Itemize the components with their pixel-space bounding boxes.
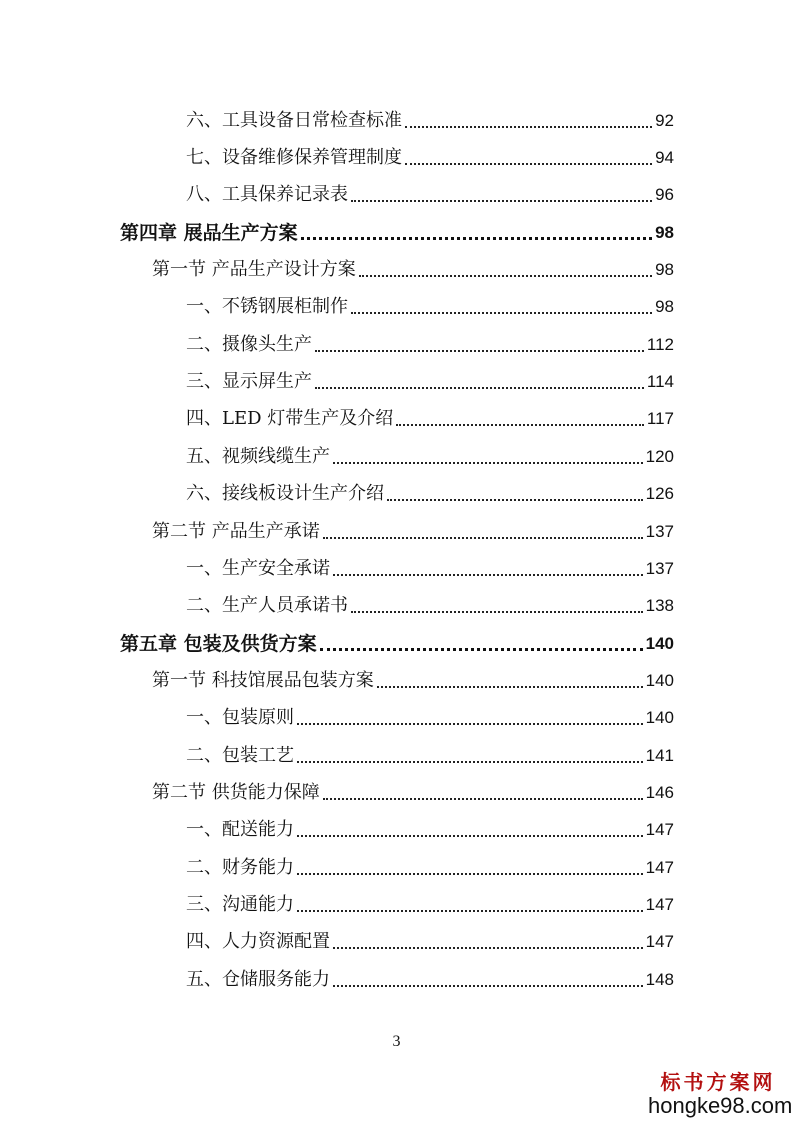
toc-entry-page: 146 — [645, 783, 674, 802]
toc-entry-label: 一、不锈钢展柜制作 — [186, 296, 348, 317]
toc-entry-page: 147 — [645, 820, 674, 839]
toc-entry-page: 137 — [645, 522, 674, 541]
dot-leader — [351, 200, 652, 202]
toc-entry-label: 第二节 产品生产承诺 — [152, 521, 320, 542]
toc-entry-page: 94 — [655, 148, 674, 167]
toc-entry-label: 四、LED 灯带生产及介绍 — [186, 408, 394, 429]
toc-entry-page: 140 — [645, 708, 674, 727]
toc-entry[interactable] — [186, 402, 674, 430]
toc-section-entry[interactable] — [152, 776, 674, 804]
toc-entry-label: 六、工具设备日常检查标准 — [186, 110, 402, 131]
dot-leader — [297, 723, 643, 725]
dot-leader — [333, 462, 643, 464]
dot-leader — [297, 835, 643, 837]
toc-entry-label: 第二节 供货能力保障 — [152, 782, 320, 803]
toc-entry-label: 四、人力资源配置 — [186, 931, 330, 952]
toc-entry-label: 一、配送能力 — [186, 819, 294, 840]
dot-leader — [323, 537, 643, 539]
toc-entry-page: 148 — [645, 970, 674, 989]
toc-entry-page: 141 — [645, 746, 674, 765]
toc-entry-label: 二、摄像头生产 — [186, 334, 312, 355]
toc-entry[interactable] — [186, 290, 674, 318]
toc-entry-page: 140 — [645, 671, 674, 690]
toc-entry[interactable] — [186, 440, 674, 468]
toc-entry-label: 第四章 展品生产方案 — [120, 222, 298, 244]
dot-leader — [405, 163, 652, 165]
toc-entry[interactable] — [186, 178, 674, 206]
dot-leader — [297, 873, 643, 875]
toc-entry-label: 二、生产人员承诺书 — [186, 595, 348, 616]
toc-entry-label: 六、接线板设计生产介绍 — [186, 483, 384, 504]
toc-entry-label: 二、包装工艺 — [186, 745, 294, 766]
toc-entry-label: 五、仓储服务能力 — [186, 969, 330, 990]
toc-entry[interactable] — [186, 552, 674, 580]
toc-entry-page: 147 — [645, 858, 674, 877]
dot-leader — [405, 126, 652, 128]
toc-entry-page: 92 — [655, 111, 674, 130]
toc-entry[interactable] — [186, 701, 674, 729]
toc-entry-label: 三、沟通能力 — [186, 894, 294, 915]
dot-leader — [301, 237, 652, 240]
toc-entry[interactable] — [186, 739, 674, 767]
toc-entry-label: 八、工具保养记录表 — [186, 184, 348, 205]
toc-entry[interactable] — [186, 589, 674, 617]
toc-entry-page: 120 — [645, 447, 674, 466]
dot-leader — [359, 275, 652, 277]
page-number: 3 — [392, 1033, 401, 1050]
dot-leader — [333, 947, 643, 949]
toc-entry[interactable] — [186, 813, 674, 841]
toc-entry-page: 126 — [645, 484, 674, 503]
toc-section-entry[interactable] — [152, 515, 674, 543]
dot-leader — [297, 761, 643, 763]
watermark — [648, 1066, 793, 1119]
dot-leader — [351, 611, 643, 613]
toc-entry[interactable] — [186, 925, 674, 953]
toc-entry-label: 第一节 产品生产设计方案 — [152, 259, 356, 280]
toc-entry-label: 三、显示屏生产 — [186, 371, 312, 392]
toc-entry-label: 一、生产安全承诺 — [186, 558, 330, 579]
toc-entry-page: 147 — [645, 932, 674, 951]
toc-entry-page: 98 — [655, 297, 674, 316]
dot-leader — [323, 798, 643, 800]
dot-leader — [315, 350, 644, 352]
watermark-title: 标书方案网 — [660, 1070, 776, 1094]
toc-entry-page: 137 — [645, 559, 674, 578]
toc-section-entry[interactable] — [152, 664, 674, 692]
toc-entry-label: 七、设备维修保养管理制度 — [186, 147, 402, 168]
dot-leader — [396, 424, 644, 426]
watermark-url: hongke98.com — [648, 1093, 793, 1118]
toc-entry[interactable] — [186, 888, 674, 916]
toc-chapter-entry[interactable] — [120, 627, 674, 655]
dot-leader — [333, 574, 643, 576]
toc-entry[interactable] — [186, 851, 674, 879]
toc-entry-label: 五、视频线缆生产 — [186, 446, 330, 467]
toc-entry-page: 98 — [655, 223, 674, 242]
toc-entry[interactable] — [186, 963, 674, 991]
dot-leader — [387, 499, 643, 501]
toc-entry-page: 96 — [655, 185, 674, 204]
toc-entry-page: 98 — [655, 260, 674, 279]
toc-entry-label: 一、包装原则 — [186, 707, 294, 728]
dot-leader — [297, 910, 643, 912]
toc-entry[interactable] — [186, 328, 674, 356]
toc-entry[interactable] — [186, 365, 674, 393]
toc-entry-page: 117 — [646, 409, 674, 428]
dot-leader — [320, 648, 643, 651]
toc-entry-page: 114 — [646, 372, 674, 391]
dot-leader — [351, 312, 652, 314]
dot-leader — [377, 686, 643, 688]
toc-entry[interactable] — [186, 104, 674, 132]
dot-leader — [315, 387, 644, 389]
dot-leader — [333, 985, 643, 987]
toc-section-entry[interactable] — [152, 253, 674, 281]
toc-entry[interactable] — [186, 477, 674, 505]
toc-entry-page: 140 — [645, 634, 674, 653]
toc-entry-page: 147 — [645, 895, 674, 914]
toc-entry-label: 二、财务能力 — [186, 857, 294, 878]
toc-chapter-entry[interactable] — [120, 216, 674, 244]
toc-entry-page: 138 — [645, 596, 674, 615]
toc-entry-page: 112 — [646, 335, 674, 354]
toc-entry[interactable] — [186, 141, 674, 169]
toc-entry-label: 第一节 科技馆展品包装方案 — [152, 670, 374, 691]
toc-entry-label: 第五章 包装及供货方案 — [120, 633, 317, 655]
